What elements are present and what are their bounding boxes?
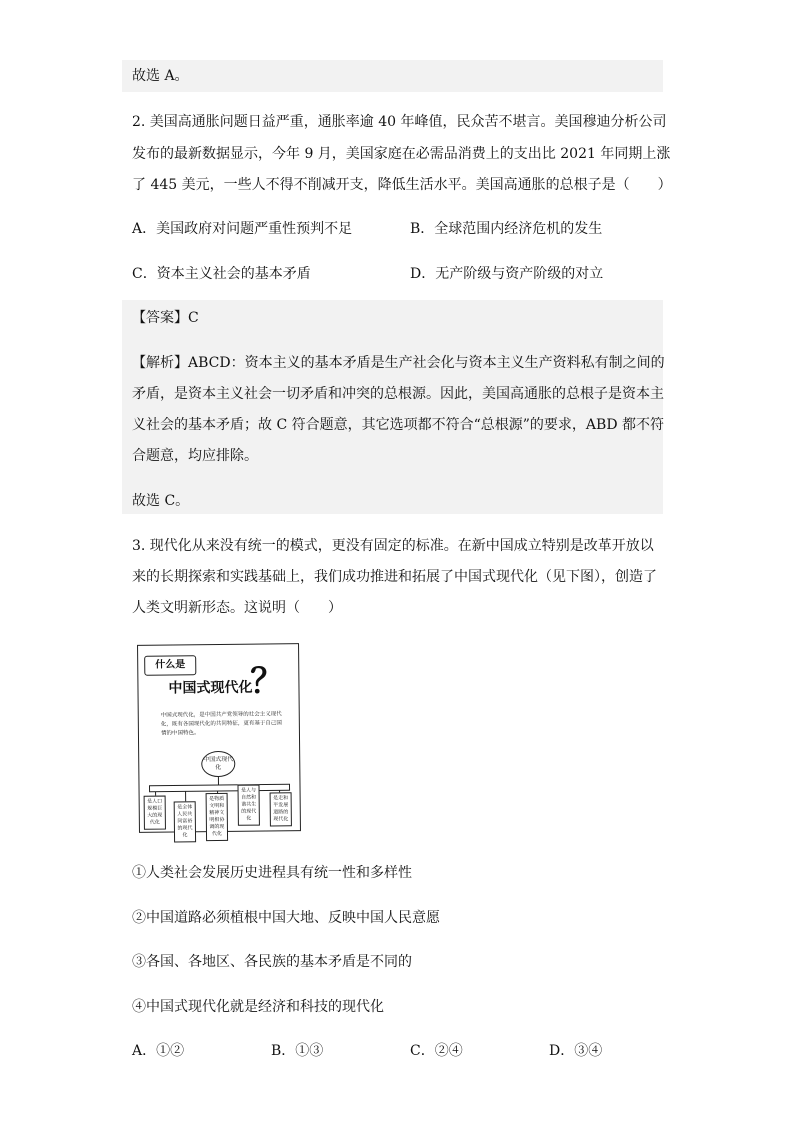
q2-stem-line-1: 2. 美国高通胀问题日益严重，通胀率逾 40 年峰值，民众苦不堪言。美国穆迪分析公司	[132, 114, 667, 130]
q2-answer: 【答案】C	[132, 310, 199, 326]
q2-option-c: C．资本主义社会的基本矛盾	[132, 266, 311, 282]
q3-option-b: B．①③	[271, 1043, 324, 1059]
poster-question-mark: ？	[250, 661, 285, 702]
q2-analysis-line-3: 义社会的基本矛盾；故 C 符合题意，其它选项都不符合“总根源”的要求，ABD 都不符	[132, 417, 664, 433]
q3-statement-1: ①人类社会发展历史进程具有统一性和多样性	[132, 865, 412, 881]
q2-option-d: D．无产阶级与资产阶级的对立	[410, 266, 604, 282]
q2-analysis-line-4: 合题意，均应排除。	[132, 448, 258, 464]
poster-leaf-4: 是人与自然和谐共生的现代化	[237, 785, 259, 826]
q3-option-d: D．③④	[549, 1043, 603, 1059]
prev-conclusion: 故选 A。	[132, 68, 189, 84]
poster-description: 中国式现代化，是中国共产党领导的社会主义现代化，既有各国现代化的共同特征，更有基于自己国情的中国特色。	[160, 711, 282, 737]
q3-stem-line-2: 来的长期探索和实践基础上，我们成功推进和拓展了中国式现代化（见下图），创造了	[132, 569, 657, 585]
q3-stem-line-1: 3. 现代化从来没有统一的模式，更没有固定的标准。在新中国成立特别是改革开放以	[132, 538, 654, 554]
q3-statement-2: ②中国道路必须植根中国大地、反映中国人民意愿	[132, 910, 440, 926]
q3-stem-line-3: 人类文明新形态。这说明（ ）	[132, 600, 342, 616]
q3-statement-3: ③各国、各地区、各民族的基本矛盾是不同的	[132, 954, 412, 970]
q2-answer-shade-block	[122, 300, 663, 514]
q2-analysis-line-1: 【解析】ABCD：资本主义的基本矛盾是生产社会化与资本主义生产资料私有制之间的	[132, 355, 665, 371]
q3-option-c: C．②④	[410, 1043, 463, 1059]
chinese-modernization-poster	[137, 643, 301, 839]
q2-conclusion: 故选 C。	[132, 493, 190, 509]
q2-option-a: A．美国政府对问题严重性预判不足	[132, 221, 353, 237]
poster-leaf-2: 是全体人民共同富裕的现代化	[174, 801, 196, 842]
poster-center-node: 中国式现代化	[201, 751, 235, 777]
poster-leaf-5: 是走和平发展道路的现代化	[270, 792, 292, 826]
poster-title: 中国式现代化	[168, 679, 253, 697]
q2-stem-line-3: 了 445 美元，一些人不得不削减开支，降低生活水平。美国高通胀的总根子是（ ）	[132, 177, 672, 193]
q3-statement-4: ④中国式现代化就是经济和科技的现代化	[132, 999, 384, 1015]
q3-option-a: A．①②	[132, 1043, 185, 1059]
poster-leaf-3: 是物质文明和精神文明相协调的现代化	[206, 793, 229, 841]
q2-analysis-line-2: 矛盾，是资本主义社会一切矛盾和冲突的总根源。因此，美国高通胀的总根子是资本主	[132, 386, 664, 402]
poster-leaf-1: 是人口规模巨大的现代化	[144, 796, 166, 830]
poster-tag: 什么是	[144, 655, 196, 676]
q2-option-b: B．全球范围内经济危机的发生	[410, 221, 603, 237]
q2-stem-line-2: 发布的最新数据显示，今年 9 月，美国家庭在必需品消费上的支出比 2021 年同期上涨	[132, 146, 671, 162]
answer-shade-block	[122, 60, 663, 92]
